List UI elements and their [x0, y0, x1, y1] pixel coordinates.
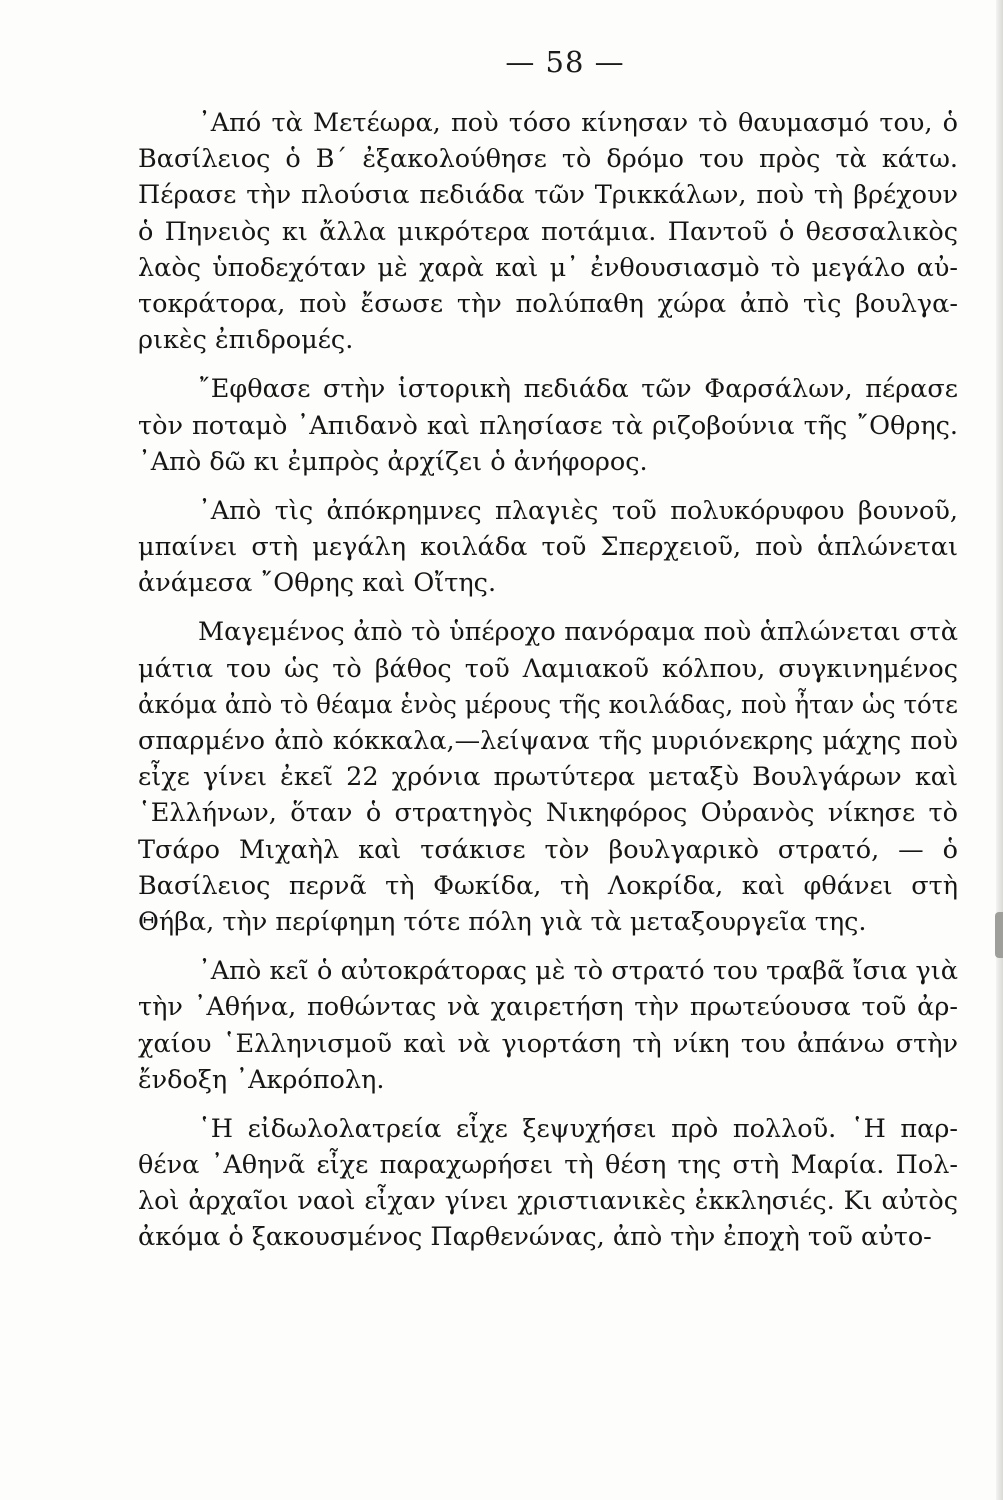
text-line: τοκράτορα, ποὺ ἔσωσε τὴν πολύπαθη χώρα ἀπὸ τὶς βουλγα- [138, 288, 958, 319]
text-line: λοὶ ἀρχαῖοι ναοὶ εἶχαν γίνει χριστιανικὲς ἐκκλησιές. Κι αὐτὸς [138, 1186, 958, 1217]
text-line: Θήβα, τὴν περίφημη τότε πόλη γιὰ τὰ μεταξουργεῖα της. [138, 906, 867, 937]
page-number: — 58 — [505, 45, 625, 79]
paragraph [0, 493, 1003, 602]
text-line: ᾿Από τὰ Μετέωρα, ποὺ τόσο κίνησαν τὸ θαυμασμό του, ὁ [198, 108, 958, 138]
text-line: Πέρασε τὴν πλούσια πεδιάδα τῶν Τρικκάλων, ποὺ τὴ βρέχουν [138, 180, 958, 211]
text-line: Βασίλειος περνᾶ τὴ Φωκίδα, τὴ Λοκρίδα, καὶ φθάνει στὴ [138, 870, 958, 901]
text-line: Βασίλειος ὁ Β΄ ἐξακολούθησε τὸ δρόμο του πρὸς τὰ κάτω. [138, 144, 958, 175]
text-line: χαίου ῾Ελληνισμοῦ καὶ νὰ γιορτάση τὴ νίκη του ἀπάνω στὴν [138, 1028, 958, 1059]
text-line: ῎Εφθασε στὴν ἱστορικὴ πεδιάδα τῶν Φαρσάλων, πέρασε [198, 374, 958, 405]
text-line: ρικὲς ἐπιδρομές. [138, 325, 354, 356]
text-line: ἀκόμα ἀπὸ τὸ θέαμα ἑνὸς μέρους τῆς κοιλάδας, ποὺ ἦταν ὡς τότε [138, 689, 958, 720]
text-line: τὸν ποταμὸ ᾿Απιδανὸ καὶ πλησίασε τὰ ριζοβούνια τῆς ῎Οθρης. [138, 410, 958, 441]
text-line: σπαρμένο ἀπὸ κόκκαλα,—λείψανα τῆς μυριόνεκρης μάχης ποὺ [138, 726, 958, 756]
text-line: Τσάρο Μιχαὴλ καὶ τσάκισε τὸν βουλγαρικὸ στρατό, — ὁ [138, 834, 958, 865]
text-line: τὴν ᾿Αθήνα, ποθώντας νὰ χαιρετήση τὴν πρωτεύουσα τοῦ ἀρ- [138, 992, 958, 1023]
text-line: ᾿Απὸ τὶς ἀπόκρημνες πλαγιὲς τοῦ πολυκόρυφου βουνοῦ, [198, 495, 958, 526]
text-line: μάτια του ὡς τὸ βάθος τοῦ Λαμιακοῦ κόλπου, συγκινημένος [138, 653, 958, 684]
text-line: Μαγεμένος ἀπὸ τὸ ὑπέροχο πανόραμα ποὺ ἁπλώνεται στὰ [198, 617, 958, 648]
text-line: ῾Η εἰδωλολατρεία εἶχε ξεψυχήσει πρὸ πολλοῦ. ῾Η παρ- [198, 1113, 958, 1144]
text-line: ὁ Πηνειὸς κι ἄλλα μικρότερα ποτάμια. Παντοῦ ὁ θεσσαλικὸς [138, 216, 958, 247]
body-text [0, 105, 1003, 1256]
text-line: ἀκόμα ὁ ξακουσμένος Παρθενώνας, ἀπὸ τὴν ἐποχὴ τοῦ αὐτο- [138, 1222, 932, 1253]
text-line: ᾿Απὸ κεῖ ὁ αὐτοκράτορας μὲ τὸ στρατό του τραβᾶ ἴσια γιὰ [198, 956, 958, 987]
paragraph [0, 614, 1003, 940]
text-line: ἔνδοξη ᾿Ακρόπολη. [138, 1064, 385, 1095]
text-line: λαὸς ὑποδεχόταν μὲ χαρὰ καὶ μ᾿ ἐνθουσιασμὸ τὸ μεγάλο αὐ- [138, 252, 958, 283]
text-line: μπαίνει στὴ μεγάλη κοιλάδα τοῦ Σπερχειοῦ, ποὺ ἁπλώνεται [138, 532, 958, 563]
text-line: ῾Ελλήνων, ὅταν ὁ στρατηγὸς Νικηφόρος Οὐρανὸς νίκησε τὸ [138, 798, 958, 829]
paragraph [0, 953, 1003, 1098]
text-line: ἀνάμεσα ῎Οθρης καὶ Οἴτης. [138, 568, 497, 599]
text-line: ᾿Απὸ δῶ κι ἐμπρὸς ἀρχίζει ὁ ἀνήφορος. [138, 446, 648, 477]
text-line: εἶχε γίνει ἐκεῖ 22 χρόνια πρωτύτερα μεταξὺ Βουλγάρων καὶ [138, 762, 958, 793]
paragraph [0, 371, 1003, 480]
paragraph [0, 105, 1003, 358]
paragraph [0, 1111, 1003, 1256]
text-line: θένα ᾿Αθηνᾶ εἶχε παραχωρήσει τὴ θέση της στὴ Μαρία. Πολ- [138, 1150, 958, 1181]
